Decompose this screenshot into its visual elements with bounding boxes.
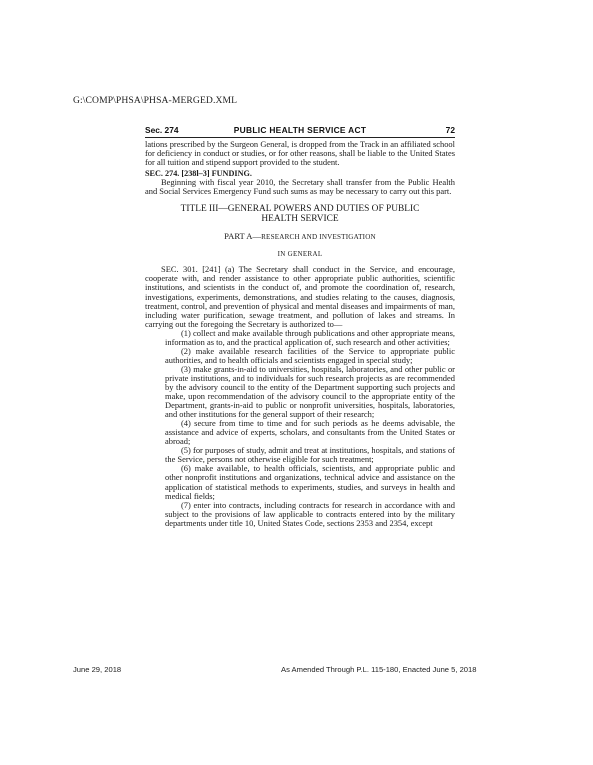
title-iii-heading: TITLE III—GENERAL POWERS AND DUTIES OF PUBLIC HEALTH SERVICE [180,204,420,225]
header-rule [145,137,455,138]
running-header [145,125,455,137]
list-item: (2) make available research facilities of the Service to appropriate public authorities, and to health officials and scientists engaged in special study; [165,345,455,365]
list-item: (6) make available, to health officials, scientists, and appropriate public and other nonprofit institutions and organizations, technical advice and assistance on the application of statistical methods to experiments, studies, and surveys in health and medical fields; [165,463,455,501]
in-general-heading: IN GENERAL [277,250,323,259]
list-item: (5) for purposes of study, admit and treat at institutions, hospitals, and stations of the Service, persons not otherwise eligible for such treatment; [165,445,455,465]
sec301-intro: SEC. 301. [241] (a) The Secretary shall conduct in the Service, and encourage, cooperate with, and render assistance to other appropriate public authorities, scientific institutions, and scientists in the conduct of, and promote the coordination of, research, investigations, experiments, demonstrations, and studies relating to the causes, diagnosis, treatment, control, and prevention of physical and mental diseases and impairments of man, including water purification, sewage treatment, and pollution of lakes and streams. In carrying out the foregoing the Secretary is authorized to— [145,264,455,329]
footer-date: June 29, 2018 [73,665,122,674]
header-section: Sec. 274 [145,125,179,135]
list-item: (7) enter into contracts, including contracts for research in accordance with and subject to the provisions of law applicable to contracts entered into by the military departments under title 10, United States Code, sections 2353 and 2354, except [165,499,455,528]
page-number: 72 [445,125,455,135]
sec274-text: Beginning with fiscal year 2010, the Secretary shall transfer from the Public Health and Social Services Emergency Fund such sums as may be necessary to carry out this part. [145,177,455,197]
part-a-heading [145,232,455,242]
footer-amended: As Amended Through P.L. 115-180, Enacted June 5, 2018 [281,665,477,674]
part-a-prefix: PART A— [224,231,262,242]
page-body [145,140,455,528]
file-path: G:\COMP\PHSA\PHSA-MERGED.XML [73,95,238,106]
list-item: (3) make grants-in-aid to universities, hospitals, laboratories, and other public or private institutions, and to individuals for such research projects as are recommended by the advisory council to the entity of the Department supporting such projects and make, upon recommendation of the advisory council to the appropriate entity of the Department, grants-in-aid to public or nonprofit universities, hospitals, laboratories, and other institutions for the general support of their research; [165,363,455,420]
sec301-items [145,329,455,528]
list-item: (4) secure from time to time and for such periods as he deems advisable, the assistance and advice of experts, scholars, and consultants from the United States or abroad; [165,418,455,447]
header-title: PUBLIC HEALTH SERVICE ACT [233,125,367,135]
list-item: (1) collect and make available through publications and other appropriate means, information as to, and the practical application of, such research and other activities; [165,327,455,347]
sec274-heading: SEC. 274. [238l–3] FUNDING. [145,169,252,179]
continuation-paragraph: lations prescribed by the Surgeon General, is dropped from the Track in an affiliated school for deficiency in conduct or studies, or for other reasons, shall be liable to the United States for all tuition and stipend support provided to the student. [145,139,455,168]
part-a-name: RESEARCH AND INVESTIGATION [261,233,376,242]
